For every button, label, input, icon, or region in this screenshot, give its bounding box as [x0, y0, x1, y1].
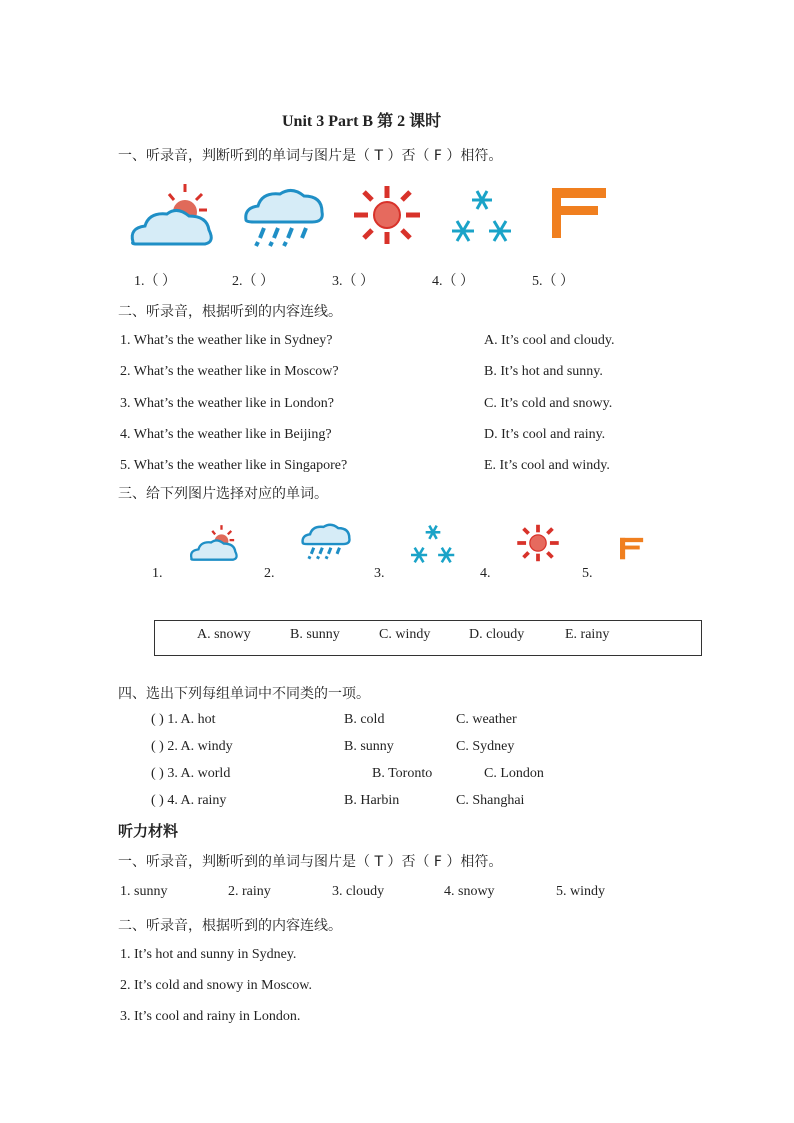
page-title: Unit 3 Part B 第 2 课时 — [282, 113, 442, 130]
section2-heading: 二、听录音，根据听到的内容连线。 — [118, 304, 342, 320]
answer-c: C. It’s cold and snowy. — [484, 396, 613, 411]
listening-heading: 听力材料 — [118, 822, 179, 840]
listening-part2-heading: 二、听录音，根据听到的内容连线。 — [118, 918, 342, 934]
odd-one-row-2-c: C. Sydney — [456, 739, 515, 754]
picture-number-1: 1. — [152, 566, 163, 581]
listening-word-5: 5. windy — [556, 884, 605, 899]
rain-cloud-icon — [242, 186, 326, 248]
blank-5[interactable]: 5.（ ） — [532, 274, 574, 289]
odd-one-row-4-prefix: ( ) 4. A. rainy — [151, 793, 227, 808]
odd-one-row-4-b: B. Harbin — [344, 793, 400, 808]
word-option-a: A. snowy — [197, 627, 251, 642]
odd-one-row-3-prefix: ( ) 3. A. world — [151, 766, 231, 781]
answer-d: D. It’s cool and rainy. — [484, 427, 606, 442]
odd-one-row-3-c: C. London — [484, 766, 544, 781]
listening-line-2: 2. It’s cold and snowy in Moscow. — [120, 978, 312, 993]
snowflakes-icon — [448, 186, 516, 246]
section4-heading: 四、选出下列每组单词中不同类的一项。 — [118, 686, 370, 702]
partly-cloudy-sun-icon — [127, 182, 217, 248]
question-5: 5. What’s the weather like in Singapore? — [120, 458, 348, 473]
blank-3[interactable]: 3.（ ） — [332, 274, 374, 289]
listening-word-3: 3. cloudy — [332, 884, 385, 899]
question-2: 2. What’s the weather like in Moscow? — [120, 364, 339, 379]
question-3: 3. What’s the weather like in London? — [120, 396, 334, 411]
odd-one-row-1-prefix: ( ) 1. A. hot — [151, 712, 216, 727]
word-option-e: E. rainy — [565, 627, 610, 642]
blank-2[interactable]: 2.（ ） — [232, 274, 274, 289]
sun-icon — [352, 184, 422, 246]
answer-e: E. It’s cool and windy. — [484, 458, 610, 473]
section1-heading: 一、听录音，判断听到的单词与图片是（ T ）否（ F ）相符。 — [118, 148, 503, 164]
word-option-b: B. sunny — [290, 627, 340, 642]
picture-number-2: 2. — [264, 566, 275, 581]
sun-icon — [516, 522, 560, 564]
picture-number-4: 4. — [480, 566, 491, 581]
listening-line-1: 1. It’s hot and sunny in Sydney. — [120, 947, 297, 962]
listening-word-2: 2. rainy — [228, 884, 271, 899]
listening-word-4: 4. snowy — [444, 884, 495, 899]
picture-number-3: 3. — [374, 566, 385, 581]
odd-one-row-1-c: C. weather — [456, 712, 517, 727]
odd-one-row-2-prefix: ( ) 2. A. windy — [151, 739, 233, 754]
partly-cloudy-sun-icon — [186, 524, 242, 562]
question-4: 4. What’s the weather like in Beijing? — [120, 427, 332, 442]
blank-1[interactable]: 1.（ ） — [134, 274, 176, 289]
odd-one-row-1-b: B. cold — [344, 712, 385, 727]
section3-heading: 三、给下列图片选择对应的单词。 — [118, 486, 328, 502]
odd-one-row-2-b: B. sunny — [344, 739, 394, 754]
picture-number-5: 5. — [582, 566, 593, 581]
question-1: 1. What’s the weather like in Sydney? — [120, 333, 333, 348]
listening-part1-heading: 一、听录音，判断听到的单词与图片是（ T ）否（ F ）相符。 — [118, 854, 503, 870]
wind-f-icon — [552, 188, 608, 240]
listening-line-3: 3. It’s cool and rainy in London. — [120, 1009, 301, 1024]
blank-4[interactable]: 4.（ ） — [432, 274, 474, 289]
rain-cloud-icon — [300, 522, 352, 560]
word-option-d: D. cloudy — [469, 627, 525, 642]
odd-one-row-3-b: B. Toronto — [372, 766, 433, 781]
answer-b: B. It’s hot and sunny. — [484, 364, 603, 379]
answer-a: A. It’s cool and cloudy. — [484, 333, 615, 348]
listening-word-1: 1. sunny — [120, 884, 168, 899]
word-option-c: C. windy — [379, 627, 431, 642]
odd-one-row-4-c: C. Shanghai — [456, 793, 525, 808]
snowflakes-icon — [408, 522, 458, 566]
wind-f-icon — [620, 532, 644, 566]
